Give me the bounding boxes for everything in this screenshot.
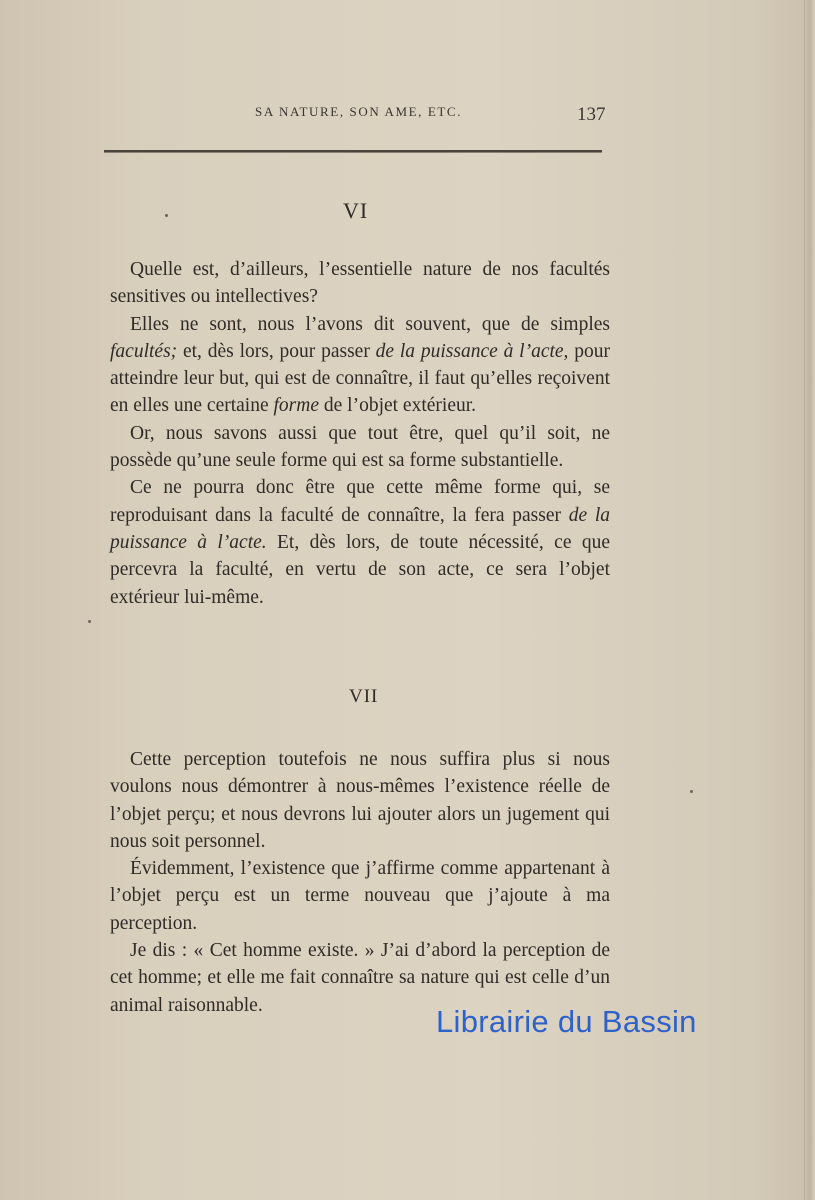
section-vi-body [110,256,610,611]
paragraph: Évidemment, l’existence que j’affirme comme appartenant à l’objet perçu est un terme nouveau que j’ajoute à ma perception. [110,858,610,934]
italic-run: de la puissance à l’acte. [110,504,610,553]
text-run: Elles ne sont, nous l’avons dit souvent, que de simples [130,313,610,335]
header-rule [104,150,602,153]
italic-run: de la puissance à l’acte, [375,340,569,362]
paragraph: Cette perception toutefois ne nous suffira plus si nous voulons nous démontrer à nous-mêmes l’existence réelle de l’objet perçu; et nous devrons lui ajouter alors un jugement qui nous soit personnel. [110,749,610,852]
text-run: pour atteindre leur but, qui est de connaître, il faut qu’elles reçoivent en elles une certaine [110,340,611,417]
speck [88,620,91,623]
paragraph: Or, nous savons aussi que tout être, quel qu’il soit, ne possède qu’une seule forme qui est sa forme substantielle. [110,422,610,472]
paragraph [110,311,610,420]
italic-run: facultés; [110,340,178,362]
running-head: SA NATURE, SON AME, ETC. [255,104,463,119]
speck [165,214,168,217]
section-vii-body [110,746,610,1019]
paragraph [110,474,610,610]
watermark: Librairie du Bassin [436,1004,697,1039]
paragraph: Quelle est, d’ailleurs, l’essentielle nature de nos facultés sensitives ou intellectives? [110,259,610,308]
text-run: Ce ne pourra donc être que cette même forme qui, se reproduisant dans la faculté de connaître, la fera passer [110,477,610,526]
text-run: Et, dès lors, de toute nécessité, ce que percevra la faculté, en vertu de son acte, ce sera l’objet extérieur lui-même. [110,531,610,608]
italic-run: forme [273,395,319,417]
page-edge [804,0,815,1200]
text-run: de l’objet extérieur. [319,395,477,417]
paragraph: Je dis : « Cet homme existe. » J’ai d’abord la perception de cet homme; et elle me fait connaître sa nature qui est celle d’un animal raisonnable. [110,940,610,1016]
section-heading-vi: VI [343,198,369,223]
page-number: 137 [577,104,606,125]
section-heading-vii: VII [349,686,379,707]
text-run: et, dès lors, pour passer [177,340,376,362]
speck [690,790,693,793]
